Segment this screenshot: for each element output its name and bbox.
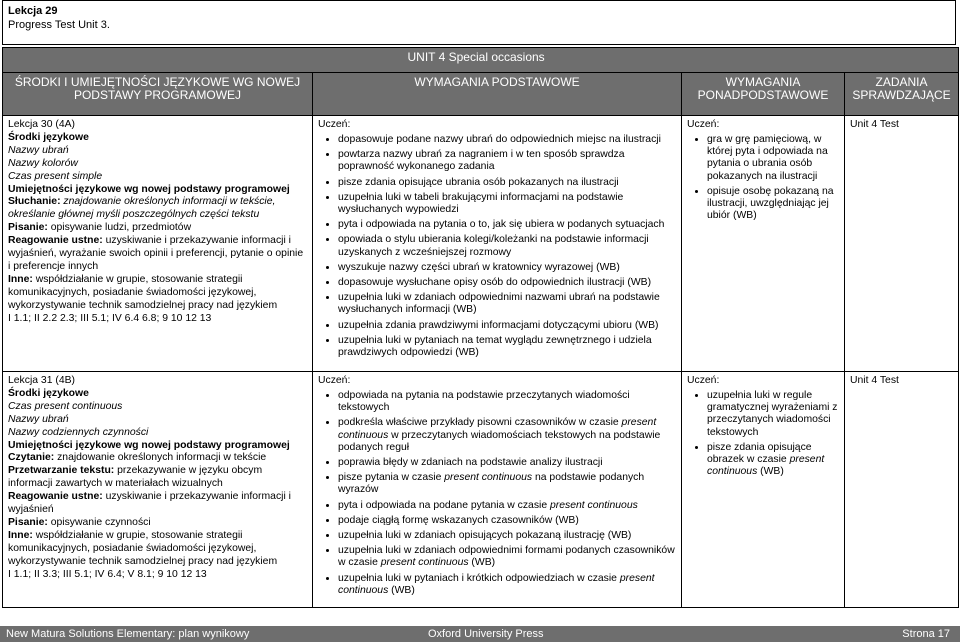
unit-title-row: [3, 48, 959, 73]
list-item: • opowiada o stylu ubierania kolegi/koleżanki na podstawie informacji uzyskanych z wcześniejszej rozmowy: [338, 234, 676, 258]
list-item: • pyta i odpowiada na pytania o to, jak się ubiera w podanych sytuacjach: [338, 219, 676, 231]
basic-list: [318, 390, 676, 597]
list-item: • uzupełnia luki w regule gramatycznej wyrażeniami z przeczytanych wiadomości tekstowych: [707, 390, 839, 439]
lesson-number: Lekcja 30 (4A): [8, 119, 75, 130]
lesson-subtitle: Progress Test Unit 3.: [8, 19, 110, 31]
footer-book-title: New Matura Solutions Elementary: plan wynikowy: [6, 628, 250, 640]
list-item: • podaje ciągłą formę wskazanych czasowników (WB): [338, 515, 676, 527]
advanced-requirements-cell: [682, 372, 845, 608]
document-header: [2, 0, 956, 45]
skills-cell: [3, 116, 313, 372]
list-item: • dopasowuje podane nazwy ubrań do odpowiednich miejsc na ilustracji: [338, 134, 676, 146]
curriculum-refs: I 1.1; II 2.2 2.3; III 5.1; IV 6.4 6.8; 9 10 12 13: [8, 312, 212, 324]
advanced-list: [687, 390, 839, 478]
curriculum-refs: I 1.1; II 3.3; III 5.1; IV 6.4; V 8.1; 9 10 12 13: [8, 568, 207, 580]
list-item: • pisze zdania opisujące obrazek w czasie present continuous (WB): [707, 442, 839, 479]
list-item: • odpowiada na pytania na podstawie przeczytanych wiadomości tekstowych: [338, 390, 676, 414]
skill-entry: Czytanie: znajdowanie określonych informacji w tekście: [8, 452, 267, 464]
vocabulary-item: Nazwy codziennych czynności: [8, 426, 149, 438]
skill-entry: Słuchanie: znajdowanie określonych informacji w tekście, określanie głównej myśli poszczególnych części tekstu: [8, 196, 276, 221]
list-item: • uzupełnia luki w pytaniach na temat wyglądu zewnętrznego i udziela prawdziwych odpowiedzi (WB): [338, 335, 676, 359]
column-header-tests: ZADANIA SPRAWDZAJĄCE: [845, 73, 959, 116]
list-item: • opisuje osobę pokazaną na ilustracji, uwzględniając jej ubiór (WB): [707, 186, 839, 223]
list-item: • poprawia błędy w zdaniach na podstawie analizy ilustracji: [338, 457, 676, 469]
section-heading: Środki językowe: [8, 131, 89, 143]
section-heading: Umiejętności językowe wg nowej podstawy programowej: [8, 439, 290, 451]
skill-entry: Inne: współdziałanie w grupie, stosowanie strategii komunikacyjnych, posiadanie świadomości językowej, wykorzystywanie technik samodzielnej pracy nad językiem: [8, 273, 278, 311]
skill-entry: Inne: współdziałanie w grupie, stosowanie strategii komunikacyjnych, posiadanie świadomości językowej, wykorzystywanie technik samodzielnej pracy nad językiem: [8, 529, 278, 567]
list-item: • gra w grę pamięciową, w której pyta i odpowiada na pytania o ubrania osób pokazanych na ilustracji: [707, 134, 839, 183]
section-heading: Umiejętności językowe wg nowej podstawy programowej: [8, 183, 290, 195]
basic-requirements-cell: [313, 372, 682, 608]
lesson-heading: Lekcja 29: [8, 5, 58, 17]
column-header-row: [3, 73, 959, 116]
list-item: • wyszukuje nazwy części ubrań w kratownicy wyrazowej (WB): [338, 262, 676, 274]
skill-entry: Przetwarzanie tekstu: przekazywanie w języku obcym informacji zawartych w materiałach wizualnych: [8, 465, 263, 490]
list-item: • uzupełnia luki w zdaniach odpowiednimi nazwami ubrań na podstawie wysłuchanych informacji (WB): [338, 292, 676, 316]
lesson-number: Lekcja 31 (4B): [8, 375, 75, 386]
list-item: • uzupełnia luki w zdaniach odpowiednimi formami podanych czasowników w czasie present continuous (WB): [338, 545, 676, 569]
test-cell: Unit 4 Test: [845, 116, 959, 372]
list-item: • uzupełnia luki w zdaniach opisujących pokazaną ilustrację (WB): [338, 530, 676, 542]
list-item: • uzupełnia luki w tabeli brakującymi informacjami na podstawie wysłuchanych wypowiedzi: [338, 192, 676, 216]
column-header-basic: WYMAGANIA PODSTAWOWE: [313, 73, 682, 116]
student-label: Uczeń:: [318, 375, 351, 386]
skills-cell: [3, 372, 313, 608]
list-item: • pyta i odpowiada na podane pytania w czasie present continuous: [338, 500, 676, 512]
lesson-row: [3, 372, 959, 608]
list-item: • podkreśla właściwe przykłady pisowni czasowników w czasie present continuous w przeczytanych wiadomościach tekstowych na podstawie podanych reguł: [338, 417, 676, 454]
basic-requirements-cell: [313, 116, 682, 372]
student-label: Uczeń:: [687, 119, 720, 130]
vocabulary-item: Nazwy kolorów: [8, 157, 78, 169]
lesson-row: [3, 116, 959, 372]
skill-entry: Reagowanie ustne: uzyskiwanie i przekazywanie informacji i wyjaśnień: [8, 491, 291, 516]
plan-table: [2, 47, 959, 608]
footer-page-number: Strona 17: [902, 628, 950, 640]
basic-list: [318, 134, 676, 359]
footer-publisher: Oxford University Press: [428, 628, 544, 640]
test-cell: Unit 4 Test: [845, 372, 959, 608]
student-label: Uczeń:: [687, 375, 720, 386]
list-item: • pisze pytania w czasie present continuous na podstawie podanych wyrazów: [338, 472, 676, 496]
list-item: • pisze zdania opisujące ubrania osób pokazanych na ilustracji: [338, 177, 676, 189]
vocabulary-item: Czas present simple: [8, 170, 103, 182]
skill-entry: Pisanie: opisywanie czynności: [8, 516, 151, 528]
advanced-requirements-cell: [682, 116, 845, 372]
list-item: • powtarza nazwy ubrań za nagraniem i w ten sposób sprawdza poprawność wykonanego zadania: [338, 149, 676, 173]
student-label: Uczeń:: [318, 119, 351, 130]
list-item: • uzupełnia luki w pytaniach i krótkich odpowiedziach w czasie present continuous (WB): [338, 573, 676, 597]
vocabulary-item: Nazwy ubrań: [8, 413, 69, 425]
vocabulary-item: Nazwy ubrań: [8, 144, 69, 156]
skill-entry: Reagowanie ustne: uzyskiwanie i przekazywanie informacji i wyjaśnień, wyrażanie swoich opinii i preferencji, pytanie o opinie i preferencje innych: [8, 235, 304, 272]
vocabulary-item: Czas present continuous: [8, 400, 123, 412]
skill-entry: Pisanie: opisywanie ludzi, przedmiotów: [8, 222, 192, 234]
list-item: • uzupełnia zdania prawdziwymi informacjami dotyczącymi ubioru (WB): [338, 320, 676, 332]
column-header-skills: ŚRODKI I UMIEJĘTNOŚCI JĘZYKOWE WG NOWEJ PODSTAWY PROGRAMOWEJ: [3, 73, 313, 116]
section-heading: Środki językowe: [8, 387, 89, 399]
page-footer: [0, 626, 960, 642]
advanced-list: [687, 134, 839, 222]
column-header-advanced: WYMAGANIA PONADPODSTAWOWE: [682, 73, 845, 116]
list-item: • dopasowuje wysłuchane opisy osób do odpowiednich ilustracji (WB): [338, 277, 676, 289]
unit-title: UNIT 4 Special occasions: [313, 48, 959, 73]
